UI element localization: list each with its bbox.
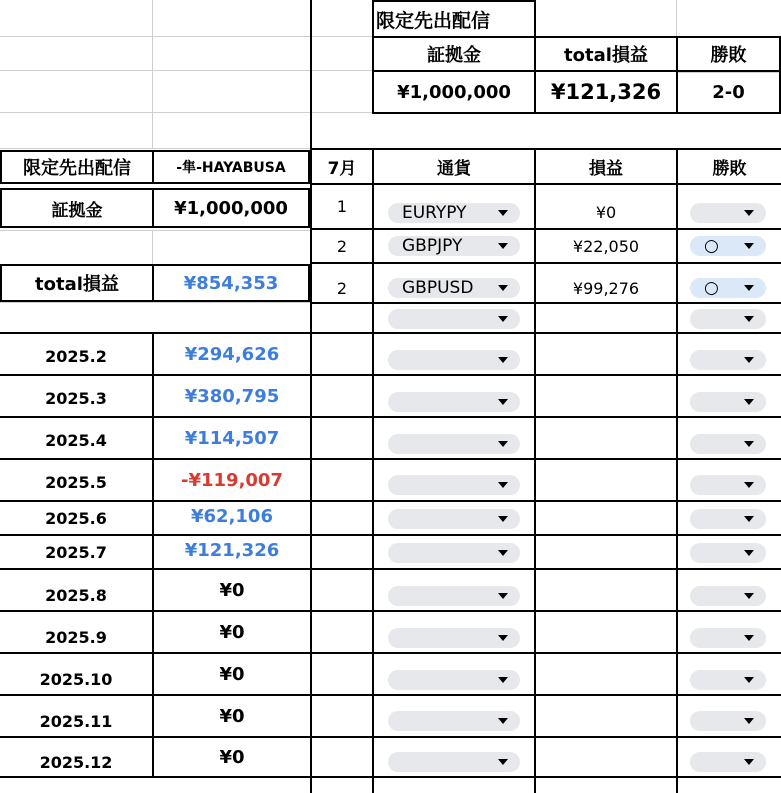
- currency-dropdown-empty[interactable]: [388, 628, 520, 648]
- month-label: 2025.3: [45, 388, 107, 408]
- result-dropdown-empty[interactable]: [690, 543, 766, 563]
- grid-line: [0, 70, 372, 71]
- month-value: ¥62,106: [191, 505, 273, 527]
- chevron-down-icon: [498, 243, 508, 249]
- currency-dropdown-empty[interactable]: [388, 711, 520, 731]
- chevron-down-icon: [498, 316, 508, 322]
- trade-day: 2: [336, 278, 348, 298]
- currency-value: GBPUSD: [402, 278, 474, 298]
- summary-title: 限定先出配信: [23, 158, 131, 179]
- grid-line: [152, 0, 153, 148]
- month-value: ¥121,326: [184, 539, 280, 561]
- column-separator: [310, 0, 312, 793]
- currency-dropdown-empty[interactable]: [388, 475, 520, 495]
- currency-dropdown[interactable]: [388, 278, 520, 298]
- currency-dropdown[interactable]: [388, 236, 520, 256]
- top-header-total: total損益: [564, 45, 648, 66]
- chevron-down-icon: [498, 516, 508, 522]
- grid-line: [0, 302, 312, 303]
- chevron-down-icon: [498, 635, 508, 641]
- month-value: ¥0: [219, 705, 245, 727]
- column-separator: [372, 148, 374, 793]
- header-month: 7月: [327, 159, 357, 179]
- header-pl: 損益: [589, 159, 623, 179]
- currency-dropdown-empty[interactable]: [388, 670, 520, 690]
- result-dropdown-empty[interactable]: [690, 350, 766, 370]
- trade-day: 2: [336, 236, 348, 256]
- month-value: ¥0: [219, 663, 245, 685]
- result-dropdown-empty[interactable]: [690, 509, 766, 529]
- row-separator: [0, 776, 781, 778]
- currency-dropdown-empty[interactable]: [388, 543, 520, 563]
- result-value: ○: [704, 278, 719, 298]
- chevron-down-icon: [744, 550, 754, 556]
- month-label: 2025.12: [39, 752, 113, 772]
- result-dropdown-empty[interactable]: [690, 628, 766, 648]
- month-value: ¥0: [219, 621, 245, 643]
- month-label: 2025.7: [45, 542, 107, 562]
- result-value: ○: [704, 236, 719, 256]
- month-label: 2025.4: [45, 430, 107, 450]
- grid-line: [676, 0, 677, 36]
- summary-name: -隼-HAYABUSA: [176, 160, 286, 176]
- result-dropdown-empty[interactable]: [690, 392, 766, 412]
- total-value: ¥854,353: [183, 272, 279, 294]
- top-value-result: 2-0: [712, 81, 745, 103]
- result-dropdown-empty[interactable]: [690, 711, 766, 731]
- month-value: ¥0: [219, 579, 245, 601]
- trade-day: 1: [336, 197, 348, 216]
- currency-dropdown-empty[interactable]: [388, 509, 520, 529]
- month-label: 2025.10: [39, 669, 113, 689]
- chevron-down-icon: [744, 516, 754, 522]
- grid-line: [0, 36, 372, 37]
- chevron-down-icon: [744, 677, 754, 683]
- trade-pl: ¥0: [595, 202, 617, 222]
- month-label: 2025.11: [39, 711, 113, 731]
- month-label: 2025.2: [45, 346, 107, 366]
- month-label: 2025.6: [45, 508, 107, 528]
- month-label: 2025.9: [45, 627, 107, 647]
- chevron-down-icon: [744, 285, 754, 291]
- chevron-down-icon: [498, 593, 508, 599]
- chevron-down-icon: [744, 399, 754, 405]
- margin-label: 証拠金: [51, 200, 103, 221]
- currency-dropdown-empty[interactable]: [388, 752, 520, 772]
- margin-value: ¥1,000,000: [174, 197, 288, 219]
- result-dropdown[interactable]: [690, 236, 766, 256]
- trade-pl: ¥22,050: [572, 236, 640, 256]
- chevron-down-icon: [498, 399, 508, 405]
- month-value: ¥114,507: [184, 427, 280, 449]
- currency-dropdown-empty[interactable]: [388, 350, 520, 370]
- chevron-down-icon: [744, 635, 754, 641]
- chevron-down-icon: [498, 550, 508, 556]
- chevron-down-icon: [498, 482, 508, 488]
- result-dropdown-empty[interactable]: [690, 434, 766, 454]
- chevron-down-icon: [498, 285, 508, 291]
- chevron-down-icon: [498, 718, 508, 724]
- currency-dropdown-empty[interactable]: [388, 392, 520, 412]
- currency-value: EURYPY: [402, 203, 467, 223]
- result-dropdown-empty[interactable]: [690, 475, 766, 495]
- chevron-down-icon: [498, 677, 508, 683]
- chevron-down-icon: [744, 357, 754, 363]
- top-header-result: 勝敗: [710, 45, 747, 66]
- month-value: ¥294,626: [184, 343, 280, 365]
- top-title: 限定先出配信: [376, 9, 491, 32]
- chevron-down-icon: [498, 759, 508, 765]
- result-dropdown-empty[interactable]: [690, 586, 766, 606]
- month-label: 2025.5: [45, 472, 107, 492]
- result-dropdown-empty[interactable]: [690, 752, 766, 772]
- chevron-down-icon: [498, 210, 508, 216]
- top-header-margin: 証拠金: [427, 45, 481, 66]
- result-dropdown[interactable]: [690, 203, 766, 223]
- month-value: ¥0: [219, 746, 245, 768]
- header-result: 勝敗: [712, 159, 747, 179]
- currency-value: GBPJPY: [402, 236, 463, 256]
- result-dropdown[interactable]: [690, 278, 766, 298]
- currency-dropdown-empty[interactable]: [388, 586, 520, 606]
- chevron-down-icon: [744, 482, 754, 488]
- chevron-down-icon: [498, 441, 508, 447]
- chevron-down-icon: [744, 243, 754, 249]
- month-label: 2025.8: [45, 585, 107, 605]
- chevron-down-icon: [744, 593, 754, 599]
- grid-line: [0, 230, 312, 231]
- trade-pl: ¥99,276: [572, 278, 640, 298]
- chevron-down-icon: [744, 210, 754, 216]
- column-separator: [676, 148, 678, 793]
- result-dropdown-empty[interactable]: [690, 670, 766, 690]
- currency-dropdown[interactable]: [388, 203, 520, 223]
- chevron-down-icon: [744, 759, 754, 765]
- chevron-down-icon: [744, 718, 754, 724]
- top-value-total: ¥121,326: [550, 80, 662, 104]
- chevron-down-icon: [744, 441, 754, 447]
- top-value-margin: ¥1,000,000: [397, 81, 511, 103]
- currency-dropdown-empty[interactable]: [388, 309, 520, 329]
- header-currency: 通貨: [437, 159, 471, 179]
- chevron-down-icon: [498, 357, 508, 363]
- month-value: ¥380,795: [184, 385, 280, 407]
- row-separator: [310, 183, 781, 185]
- result-dropdown-empty[interactable]: [690, 309, 766, 329]
- chevron-down-icon: [744, 316, 754, 322]
- total-label: total損益: [35, 274, 119, 295]
- month-value: -¥119,007: [181, 469, 283, 491]
- currency-dropdown-empty[interactable]: [388, 434, 520, 454]
